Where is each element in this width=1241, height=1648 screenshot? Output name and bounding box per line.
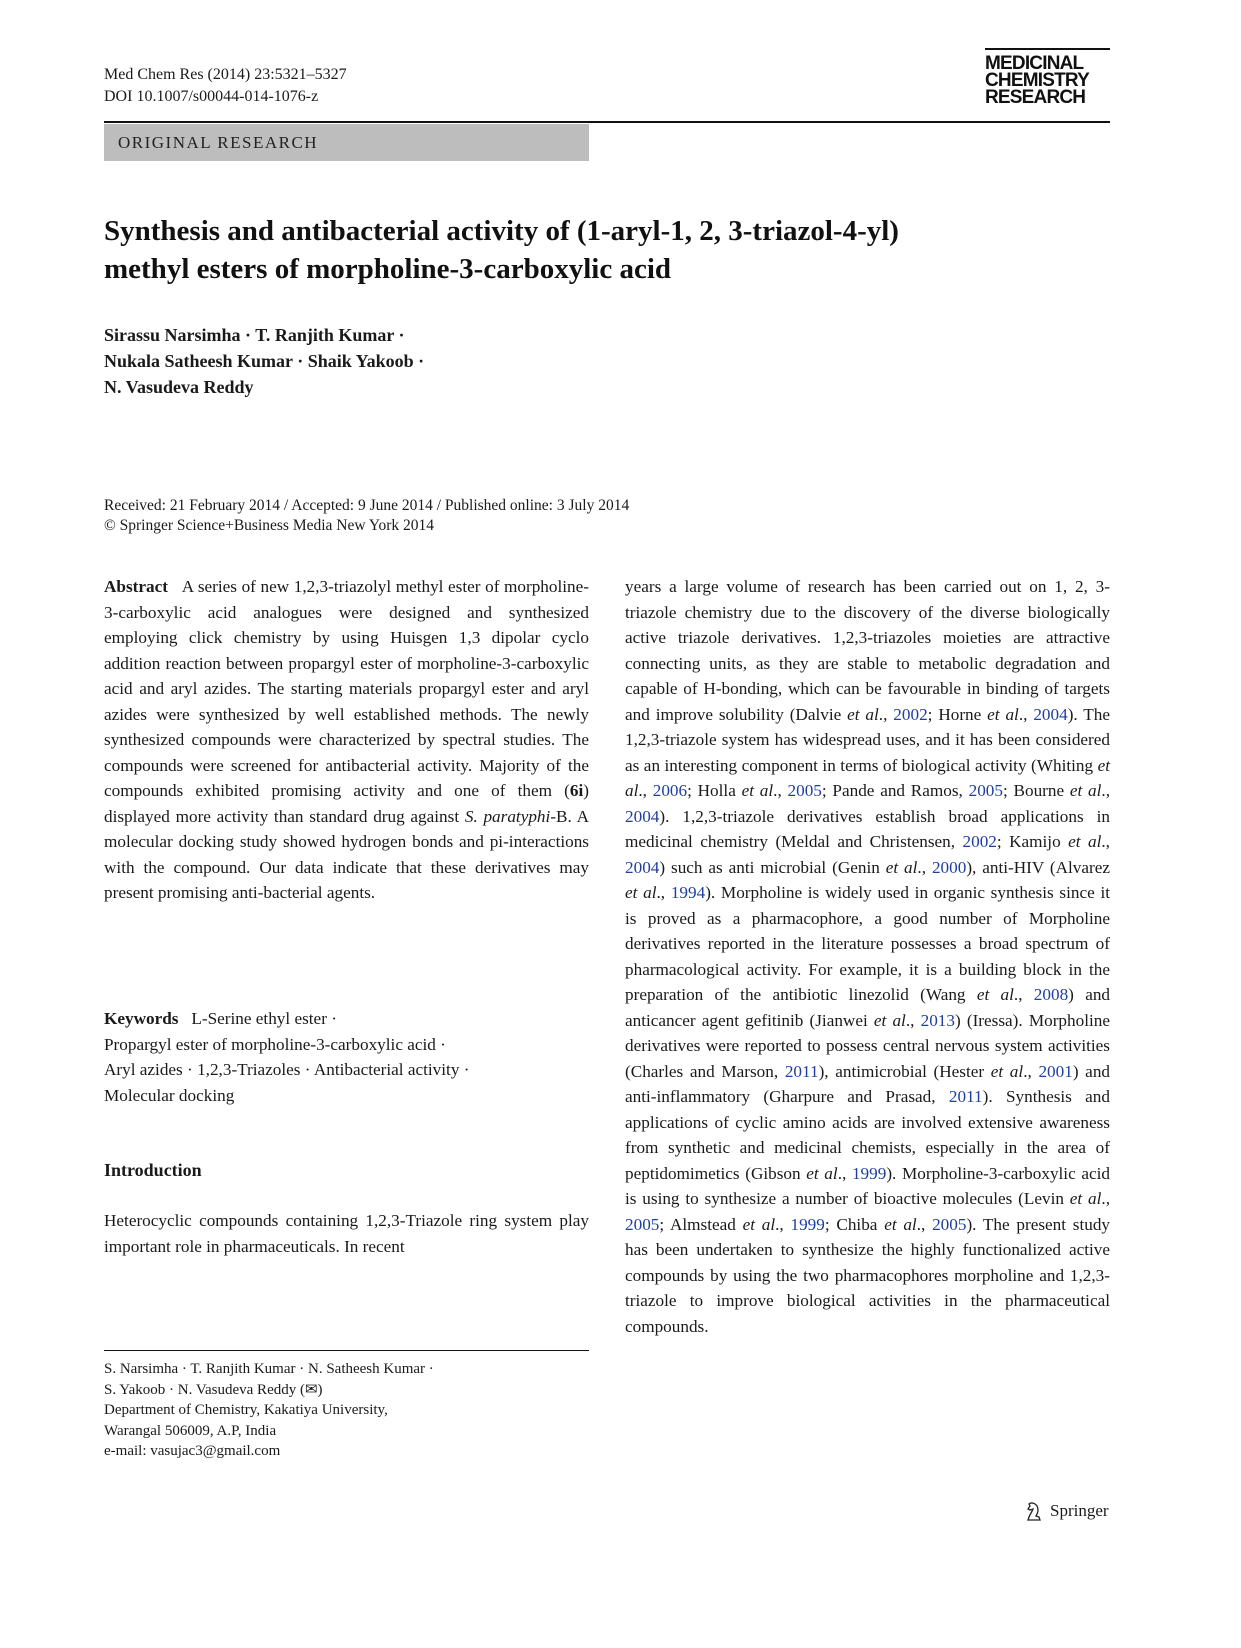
citation-link[interactable]: 2008 xyxy=(1033,985,1069,1004)
italic-run: et al xyxy=(741,781,774,800)
citation-link[interactable]: 2004 xyxy=(625,857,660,877)
organism-name: S. paratyphi xyxy=(464,806,551,826)
logo-line: RESEARCH xyxy=(985,87,1086,108)
body-text-run: ., xyxy=(1013,985,1034,1004)
citation-link[interactable]: 1999 xyxy=(851,1163,887,1183)
body-text-run: ., xyxy=(638,781,653,800)
citation-link[interactable]: 2004 xyxy=(1033,704,1068,724)
logo-line: MEDICINAL xyxy=(985,53,1084,74)
citation-link[interactable]: 1994 xyxy=(670,883,706,902)
citation-link[interactable]: 2002 xyxy=(962,832,997,851)
title-line: Synthesis and antibacterial activity of (1-aryl-1, 2, 3-triazol-4-yl) xyxy=(104,215,899,247)
body-text-run: ; Almstead xyxy=(659,1214,743,1234)
italic-run: et al xyxy=(1069,781,1102,800)
citation-link[interactable]: 2011 xyxy=(784,1061,819,1081)
italic-run: et al xyxy=(873,1010,906,1030)
abstract xyxy=(104,574,589,906)
introduction-text: Heterocyclic compounds containing 1,2,3-Triazole ring system play important role in pharmaceuticals. In recent xyxy=(104,1211,589,1256)
italic-run: et al xyxy=(990,1061,1024,1081)
body-text-run: ., xyxy=(916,1214,933,1234)
author-line: Nukala Satheesh Kumar · Shaik Yakoob · xyxy=(104,351,425,371)
italic-run: et al xyxy=(1069,1189,1102,1208)
body-text-run: ). The present study has been undertaken to synthesize the highly functionalized active compounds by using the two pharmacophores morpholine and 1,2,3-triazole to improve biological activities in the pharmaceutical compounds. xyxy=(625,1214,1111,1336)
body-text-run: ., xyxy=(878,704,894,724)
italic-run: et al xyxy=(885,857,918,877)
publisher-mark xyxy=(1024,1500,1109,1522)
author-line: Sirassu Narsimha · T. Ranjith Kumar · xyxy=(104,325,405,345)
italic-run: et al xyxy=(625,755,1110,800)
footnote-rule xyxy=(104,1350,589,1351)
body-text-run: ; Kamijo xyxy=(996,832,1069,851)
body-text-run: ., xyxy=(1101,1189,1110,1208)
citation-link[interactable]: 2011 xyxy=(948,1087,983,1106)
body-text-run: ), antimicrobial (Hester xyxy=(818,1061,991,1081)
body-text-run: ; Bourne xyxy=(1002,781,1070,800)
abstract-text: A series of new 1,2,3-triazolyl methyl ester of morpholine-3-carboxylic acid analogues were designed and synthesized employing click chemistry by using Huisgen 1,3 dipolar cyclo addition reaction between propargyl ester of morpholine-3-carboxylic acid and aryl azides. The starting materials propargyl ester and aryl azides were synthesized by well established methods. The newly synthesized compounds were characterized by spectral studies. The compounds were screened for antibacterial activity. Majority of the compounds exhibited promising activity and one of them ( xyxy=(104,577,589,800)
right-column-paragraph xyxy=(625,574,1110,1339)
dates-line: Received: 21 February 2014 / Accepted: 9 June 2014 / Published online: 3 July 2014 xyxy=(104,497,630,514)
body-text-run: ., xyxy=(1101,781,1111,800)
keyword: Aryl azides · 1,2,3-Triazoles · Antibacterial activity · xyxy=(104,1060,470,1079)
keywords-label: Keywords xyxy=(104,1009,179,1028)
logo-line: CHEMISTRY xyxy=(985,70,1089,91)
author-list xyxy=(104,322,424,400)
italic-run: et al xyxy=(1068,832,1102,851)
body-text-run: ). Morpholine-3-carboxylic acid is using to synthesize a number of bioactive molecules (Levin xyxy=(625,1163,1110,1208)
body-text-run: ). Synthesis and applications of cyclic amino acids are involved extensive awareness from synthetic and medicinal chemists, especially in the area of peptidomimetics (Gibson xyxy=(625,1087,1110,1183)
footnote-line: S. Yakoob · N. Vasudeva Reddy (✉) xyxy=(104,1381,323,1398)
abstract-label: Abstract xyxy=(104,577,168,596)
copyright-line: © Springer Science+Business Media New York 2014 xyxy=(104,517,435,534)
body-text-run: ., xyxy=(773,781,788,800)
publication-history xyxy=(104,496,629,536)
footnote-line: Warangal 506009, A.P, India xyxy=(104,1422,277,1439)
abstract-text: -B. A molecular docking study showed hydrogen bonds and pi-interactions with the compound. Our data indicate that these derivatives may present promising anti-bacterial agents. xyxy=(104,806,589,902)
body-text-run: ). 1,2,3-triazole derivatives establish broad applications in medicinal chemistry (Meldal and Christensen, xyxy=(625,806,1110,851)
body-text-run: ., xyxy=(905,1010,921,1030)
keyword: Molecular docking xyxy=(104,1085,235,1105)
citation-link[interactable]: 2005 xyxy=(932,1214,967,1234)
springer-knight-icon xyxy=(1024,1500,1044,1522)
citation-link[interactable]: 2005 xyxy=(787,781,822,800)
body-text-run: ., xyxy=(917,857,932,877)
journal-logo xyxy=(985,48,1110,106)
italic-run: et al xyxy=(847,704,879,724)
body-text-run: ., xyxy=(775,1214,791,1234)
title-line: methyl esters of morpholine-3-carboxylic acid xyxy=(104,253,672,285)
italic-run: et al xyxy=(884,1214,917,1234)
citation-link[interactable]: 1999 xyxy=(790,1214,825,1234)
italic-run: et al xyxy=(976,985,1014,1004)
body-text-run: ., xyxy=(1101,832,1110,851)
keywords xyxy=(104,1006,589,1108)
body-text-run: ; Horne xyxy=(927,704,988,724)
citation-link[interactable]: 2006 xyxy=(652,781,688,800)
footnote-line: Department of Chemistry, Kakatiya University, xyxy=(104,1402,388,1418)
author-line: N. Vasudeva Reddy xyxy=(104,377,254,397)
italic-run: et al xyxy=(625,883,657,902)
italic-run: et al xyxy=(987,704,1019,724)
keyword: Propargyl ester of morpholine-3-carboxylic acid · xyxy=(104,1034,446,1054)
body-text-run: ., xyxy=(1018,704,1034,724)
citation-link[interactable]: 2005 xyxy=(968,781,1003,800)
italic-run: et al xyxy=(742,1214,776,1234)
journal-citation xyxy=(104,64,347,108)
body-text-run: ), anti-HIV (Alvarez xyxy=(966,857,1110,877)
body-text-run: ) such as anti microbial (Genin xyxy=(659,857,886,877)
abstract-text: ) displayed more activity than standard drug against xyxy=(104,781,589,826)
section-label: ORIGINAL RESEARCH xyxy=(104,124,589,161)
body-text-run: ; Pande and Ramos, xyxy=(821,781,969,800)
publisher-name: Springer xyxy=(1050,1501,1109,1520)
keyword: L-Serine ethyl ester · xyxy=(191,1009,337,1028)
citation-link[interactable]: 2005 xyxy=(625,1214,660,1234)
citation-link[interactable]: 2002 xyxy=(893,704,928,724)
body-text-run: ). The 1,2,3-triazole system has widespread uses, and it has been considered as an interesting component in terms of biological activity (Whiting xyxy=(625,704,1111,775)
body-text-run: ., xyxy=(656,883,671,902)
body-text-right-column xyxy=(625,574,1110,1339)
author-affiliation xyxy=(104,1359,434,1462)
body-text-run: ., xyxy=(1023,1061,1039,1081)
compound-id: 6i xyxy=(569,781,584,800)
body-text-run: ; Holla xyxy=(687,781,742,800)
article-title xyxy=(104,212,1084,288)
doi: DOI 10.1007/s00044-014-1076-z xyxy=(104,88,319,105)
body-text-run: years a large volume of research has been carried out on 1, 2, 3-triazole chemistry due to the discovery of the diverse biologically active triazole derivatives. 1,2,3-triazoles moieties are attractive connecting units, as they are stable to metabolic degradation and capable of H-bonding, which can be favourable in binding of targets and improve solubility (Dalvie xyxy=(625,577,1110,724)
citation-link[interactable]: 2001 xyxy=(1038,1061,1073,1081)
italic-run: et al xyxy=(806,1163,838,1183)
body-text-run: ; Chiba xyxy=(824,1214,885,1234)
body-text-run: ) and anticancer agent gefitinib (Jianwei xyxy=(625,985,1111,1030)
body-text-run: ., xyxy=(837,1163,852,1183)
footnote-line: e-mail: vasujac3@gmail.com xyxy=(104,1443,281,1459)
citation-link[interactable]: 2004 xyxy=(625,806,660,826)
journal-line: Med Chem Res (2014) 23:5321–5327 xyxy=(104,66,347,83)
introduction-heading: Introduction xyxy=(104,1160,202,1180)
footnote-line: S. Narsimha · T. Ranjith Kumar · N. Satheesh Kumar · xyxy=(104,1361,434,1377)
body-text-run: ) and anti-inflammatory (Gharpure and Prasad, xyxy=(625,1061,1111,1106)
citation-link[interactable]: 2000 xyxy=(931,857,967,877)
citation-link[interactable]: 2013 xyxy=(920,1010,955,1030)
body-text-run: ) (Iressa). Morpholine derivatives were reported to possess central nervous system activities (Charles and Marson, xyxy=(625,1010,1110,1081)
body-text-run: ). Morpholine is widely used in organic synthesis since it is proved as a pharmacophore, a good number of Morpholine derivatives reported in the literature possesses a broad spectrum of pharmacological activity. For example, it is a building block in the preparation of the antibiotic linezolid (Wang xyxy=(625,883,1111,1004)
header-rule xyxy=(104,121,1110,123)
